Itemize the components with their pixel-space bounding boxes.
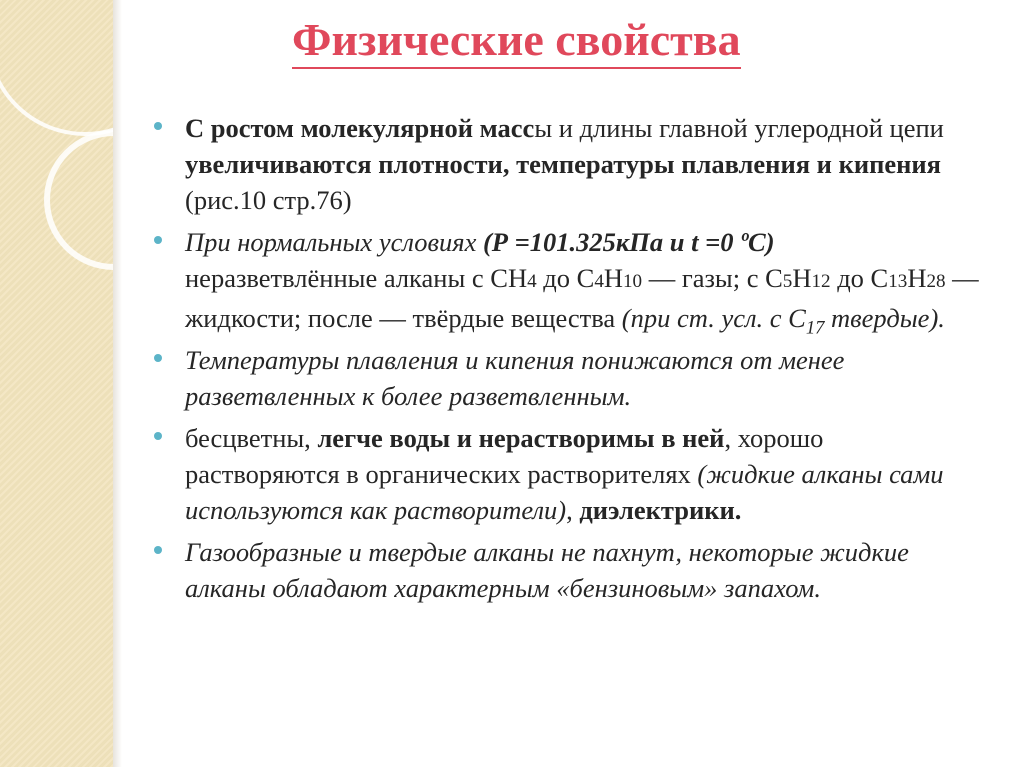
side-band-shadow bbox=[113, 0, 122, 767]
bullet-item-odor bbox=[150, 534, 980, 606]
text-normal: (рис.10 стр.76) bbox=[185, 185, 352, 215]
text-normal: ы и длины главной углеродной цепи bbox=[534, 113, 944, 143]
slide-title: Физические свойства bbox=[292, 14, 741, 69]
text-normal: , bbox=[566, 495, 580, 525]
text-bold: С ростом молекулярной масс bbox=[185, 113, 535, 143]
bullet-dot-icon bbox=[154, 546, 162, 554]
text-normal: до С bbox=[830, 263, 889, 293]
formula-digit: 4 bbox=[594, 271, 604, 292]
text-normal: Н bbox=[792, 263, 812, 293]
bullet-item-normal-conditions bbox=[150, 224, 980, 339]
text-normal: — жидкости; после — твёрдые вещества bbox=[185, 263, 979, 333]
text-italic: (при ст. усл. с С bbox=[621, 303, 806, 333]
formula-digit: 5 bbox=[782, 271, 793, 292]
text-italic: Температуры плавления и кипения понижаются от менее разветвленных к более разветвленным. bbox=[185, 345, 845, 411]
text-italic: При нормальных условиях bbox=[185, 227, 477, 257]
text-bold: диэлектрики. bbox=[579, 495, 742, 525]
bullet-item-branching bbox=[150, 342, 980, 414]
formula-digit: 10 bbox=[623, 271, 643, 292]
text-normal: Н bbox=[603, 263, 623, 293]
formula-digit: 13 bbox=[888, 271, 908, 292]
text-normal: Н bbox=[907, 263, 927, 293]
text-normal: , хорошо растворяются в органических растворителях bbox=[185, 423, 824, 489]
bullet-item-molecular-mass bbox=[150, 110, 980, 218]
text-italic: Газообразные и твердые алканы не пахнут, некоторые жидкие алканы обладают характерным «бензиновым» запахом. bbox=[185, 537, 909, 603]
bullet-dot-icon bbox=[154, 354, 162, 362]
text-italic: твердые). bbox=[824, 303, 945, 333]
bullet-list bbox=[150, 110, 980, 612]
text-normal: — газы; с С bbox=[642, 263, 783, 293]
text-normal: до С bbox=[536, 263, 595, 293]
text-italic: (жидкие алканы сами используются как растворители) bbox=[185, 459, 944, 525]
formula-digit: 28 bbox=[926, 271, 946, 292]
text-bold: легче воды и нерастворимы в ней bbox=[317, 423, 725, 453]
formula-digit: 12 bbox=[811, 271, 831, 292]
text-normal: бесцветны, bbox=[185, 423, 318, 453]
text-bold: увеличиваются плотности, температуры плавления и кипения bbox=[185, 149, 942, 179]
bullet-dot-icon bbox=[154, 432, 162, 440]
decorative-side-band bbox=[0, 0, 113, 767]
bullet-item-solubility bbox=[150, 420, 980, 528]
formula-subscript: 17 bbox=[805, 317, 825, 339]
bullet-dot-icon bbox=[154, 236, 162, 244]
bullet-dot-icon bbox=[154, 122, 162, 130]
formula-digit: 4 bbox=[527, 271, 537, 292]
text-normal: неразветвлённые алканы с СН bbox=[185, 263, 528, 293]
text-bold-italic: (Р =101.325кПа и t =0 ºС) bbox=[476, 227, 775, 257]
